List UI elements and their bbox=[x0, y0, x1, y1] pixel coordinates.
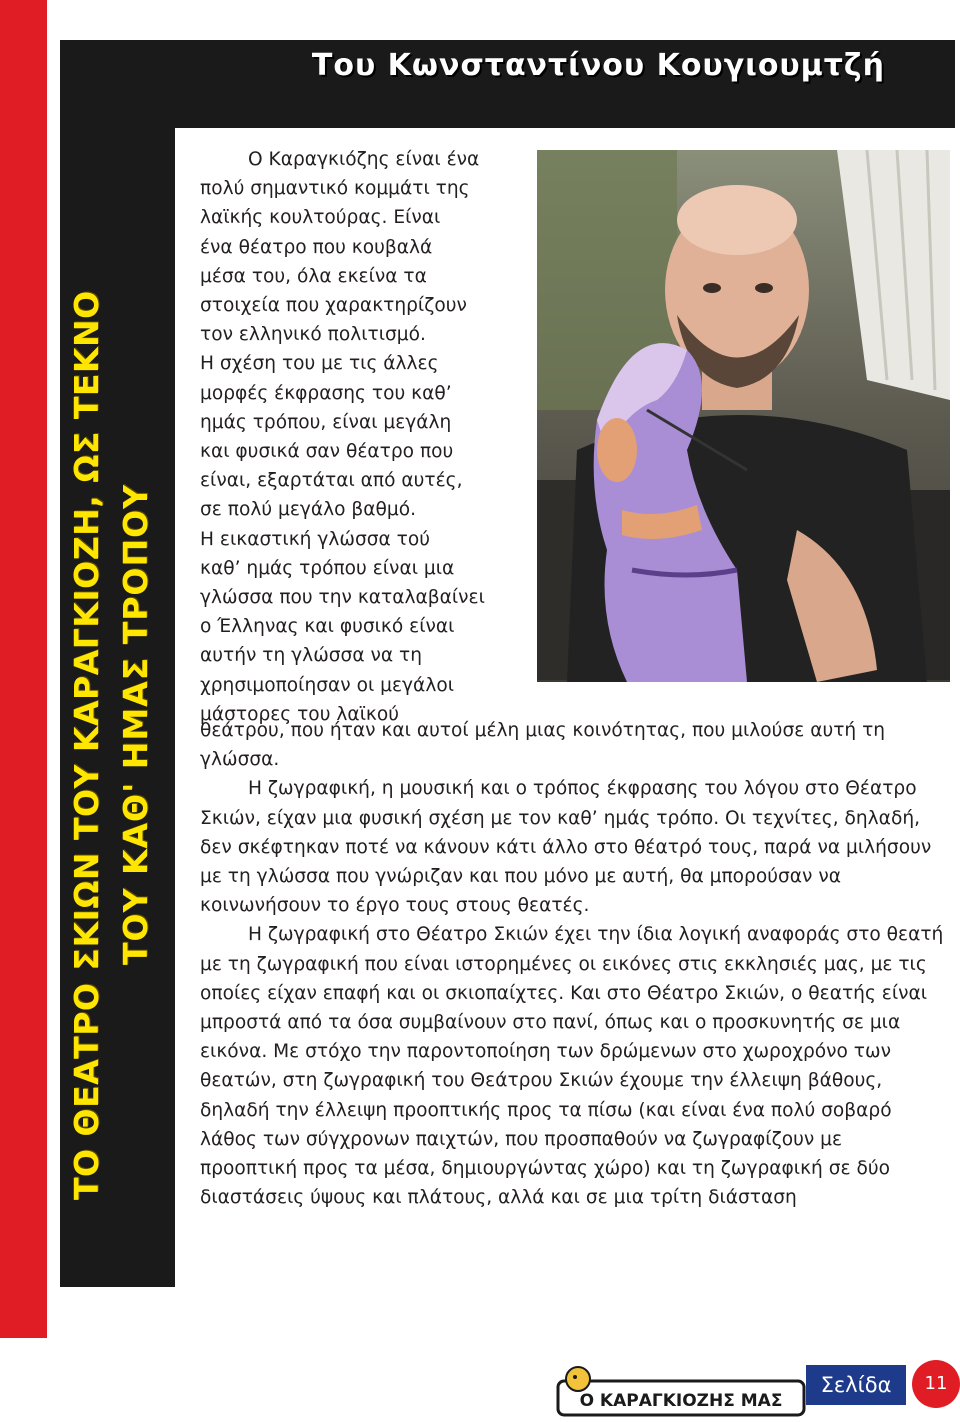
body-line: σε πολύ μεγάλο βαθμό. bbox=[200, 499, 417, 521]
body-line: ο Έλληνας και φυσικό είναι bbox=[200, 616, 455, 638]
body-paragraph-3: Η ζωγραφική στο Θέατρο Σκιών έχει την ίδια λογική αναφοράς στο θεατή με τη ζωγραφική που είναι ιστορημένες οι εικόνες στις εκκλησιές μας, με τις οποίες είχαν επαφή και οι σκιοπαίχτες. Και στο Θέατρο Σκιών, ο θεατής είναι μπροστά από τα όσα συμβαίνουν στο πανί, όπως και ο προσκυνητής σε μια εικόνα. Με στόχο την παροντοποίηση των δρώμενων στο χωροχρόνο των θεατών, στη ζωγραφική του Θεάτρου Σκιών έχουμε την έλλειψη βάθους, δηλαδή την έλλειψη προοπτικής προς τα πίσω (και είναι ένα πολύ σοβαρό λάθος των σύγχρονων παιχτών, που προσπαθούν να ζωγραφίζουν με προοπτική προς τα μέσα, δημιουργώντας χώρο) και τη ζωγραφική σε δύο διαστάσεις ύψους και πλάτους, αλλά και σε μια τρίτη διάσταση bbox=[200, 924, 944, 1209]
page-label: Σελίδα bbox=[806, 1365, 906, 1405]
body-line: μάστορες του λαϊκού bbox=[200, 703, 400, 725]
body-line: μέσα του, όλα εκείνα τα bbox=[200, 265, 427, 287]
body-line: λαϊκής κουλτούρας. Είναι bbox=[200, 207, 441, 229]
body-line: χρησιμοποίησαν οι μεγάλοι bbox=[200, 674, 454, 696]
body-text-narrow bbox=[200, 145, 530, 729]
body-text-wide bbox=[200, 716, 945, 1212]
body-line: στοιχεία που χαρακτηρίζουν bbox=[200, 295, 467, 317]
page-number: 11 bbox=[912, 1360, 960, 1408]
body-line: ένα θέατρο που κουβαλά bbox=[200, 236, 433, 258]
body-paragraph-2: Η ζωγραφική, η μουσική και ο τρόπος έκφρασης του λόγου στο Θέατρο Σκιών, είχαν μια φυσική σχέση με τον καθ’ ημάς τρόπο. Οι τεχνίτες, δηλαδή, δεν σκέφτηκαν ποτέ να κάνουν κάτι άλλο στο θέατρό τους, παρά να μιλήσουν με τη γλώσσα που γνώριζαν και που μόνο με αυτή, θα μπορούσαν να κοινωνήσουν το έργο τους στους θεατές. bbox=[200, 778, 932, 917]
author-with-puppet-photo bbox=[537, 150, 950, 682]
body-line: ημάς τρόπου, είναι μεγάλη bbox=[200, 411, 452, 433]
body-line: αυτήν τη γλώσσα να τη bbox=[200, 645, 423, 667]
red-side-strip bbox=[0, 0, 47, 1338]
body-line: Ο Καραγκιόζης είναι ένα bbox=[248, 149, 480, 170]
logo-text: Ο ΚΑΡΑΓΚΙΟΖΗΣ ΜΑΣ bbox=[579, 1391, 783, 1411]
body-line: γλώσσα που την καταλαβαίνει bbox=[200, 587, 485, 609]
author-byline: Του Κωνσταντίνου Κουγιουμτζή bbox=[311, 48, 885, 83]
body-continuation: θεάτρου, που ήταν και αυτοί μέλη μιας κοινότητας, που μιλούσε αυτή τη γλώσσα. bbox=[200, 720, 886, 771]
karagiozis-logo bbox=[556, 1365, 806, 1419]
body-line: είναι, εξαρτάται από αυτές, bbox=[200, 470, 463, 492]
side-title-line-1: ΤΟ ΘΕΑΤΡΟ ΣΚΙΩΝ ΤΟΥ ΚΑΡΑΓΚΙΟΖΗ, ΩΣ ΤΕΚΝΟ bbox=[67, 290, 106, 1200]
side-title-line-2: ΤΟΥ ΚΑΘ' ΗΜΑΣ ΤΡΟΠΟΥ bbox=[116, 483, 155, 965]
body-line: πολύ σημαντικό κομμάτι της bbox=[200, 178, 470, 200]
body-line: τον ελληνικό πολιτισμό. bbox=[200, 324, 426, 346]
photo-illustration bbox=[537, 150, 950, 682]
body-line: μορφές έκφρασης του καθ’ bbox=[200, 382, 452, 404]
body-line: Η εικαστική γλώσσα τού bbox=[200, 528, 431, 550]
body-line: καθ’ ημάς τρόπου είναι μια bbox=[200, 557, 455, 579]
body-line: Η σχέση του με τις άλλες bbox=[200, 353, 439, 375]
body-line: και φυσικά σαν θέατρο που bbox=[200, 441, 454, 463]
